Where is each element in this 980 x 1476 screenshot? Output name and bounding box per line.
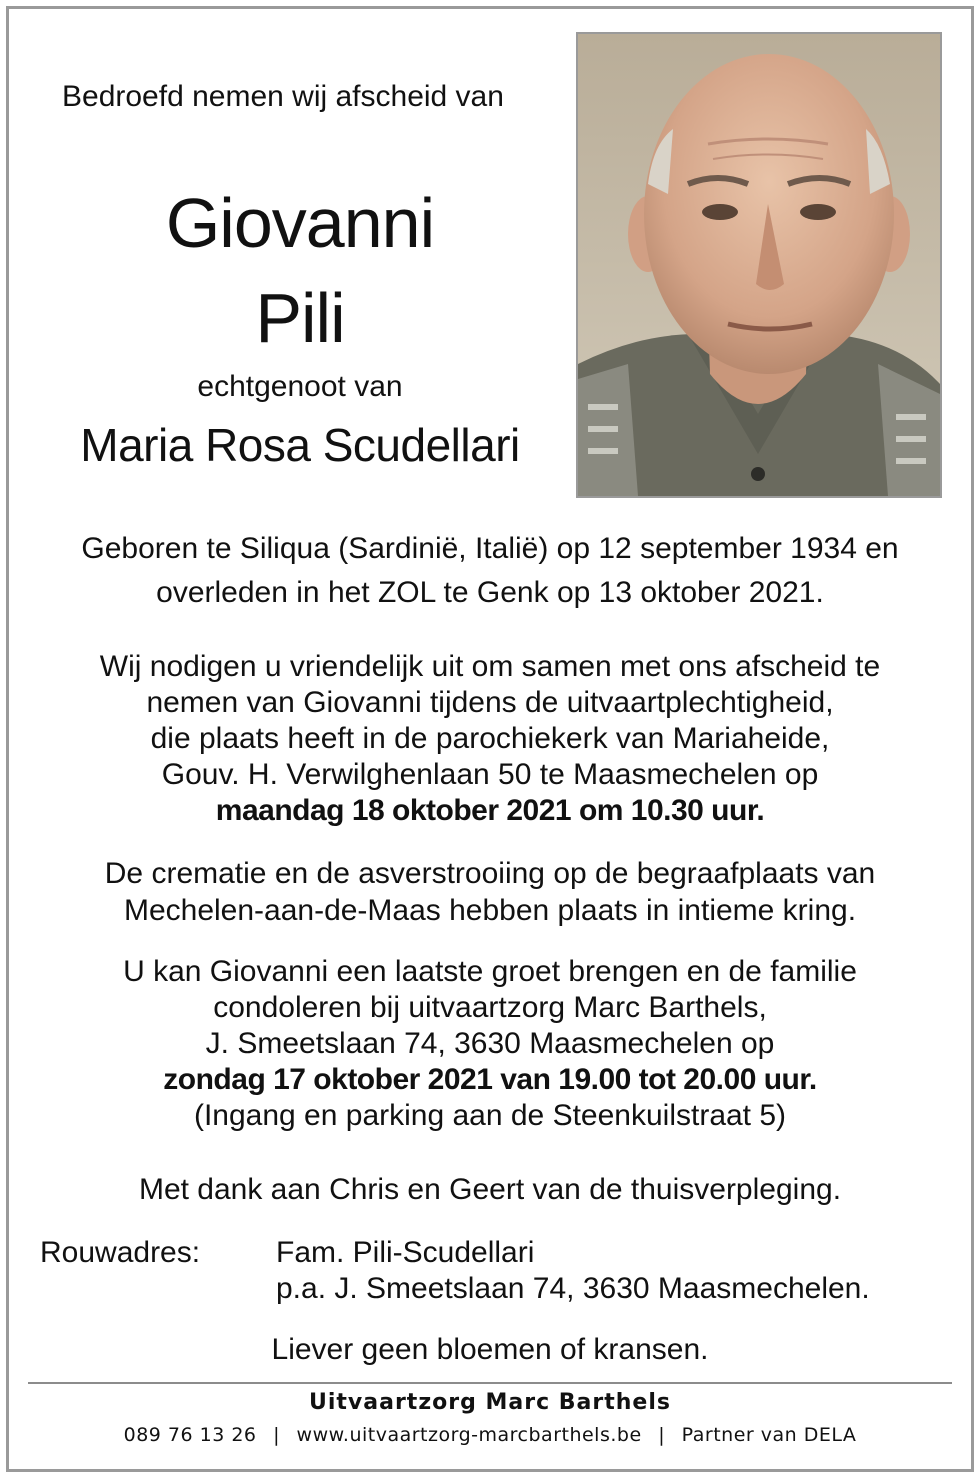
visitation-line: J. Smeetslaan 74, 3630 Maasmechelen op — [205, 1027, 775, 1060]
partner-text: Partner van DELA — [681, 1424, 857, 1446]
visitation-note: (Ingang en parking aan de Steenkuilstraat 5) — [193, 1099, 787, 1132]
invitation-line: Wij nodigen u vriendelijk uit om samen met ons afscheid te — [99, 650, 881, 683]
mourning-address-line: p.a. J. Smeetslaan 74, 3630 Maasmechelen. — [276, 1272, 870, 1305]
visitation-datetime: zondag 17 oktober 2021 van 19.00 tot 20.00 uur. — [163, 1063, 817, 1096]
phone-number[interactable]: 089 76 13 26 — [123, 1424, 257, 1446]
footer-divider — [28, 1382, 952, 1384]
thanks-text: Met dank aan Chris en Geert van de thuisverpleging. — [138, 1173, 842, 1206]
separator: | — [273, 1424, 280, 1446]
invitation-line: nemen van Giovanni tijdens de uitvaartplechtigheid, — [146, 686, 834, 719]
invitation-line: Gouv. H. Verwilghenlaan 50 te Maasmechelen op — [161, 758, 819, 791]
cremation-line: Mechelen-aan-de-Maas hebben plaats in intieme kring. — [123, 894, 857, 927]
separator: | — [658, 1424, 666, 1446]
cremation-line: De crematie en de asverstrooiing op de begraafplaats van — [104, 857, 876, 890]
portrait-photo — [576, 32, 942, 498]
footer-contact — [0, 1424, 980, 1446]
portrait-illustration — [578, 34, 940, 496]
birth-line: Geboren te Siliqua (Sardinië, Italië) op 12 september 1934 en — [81, 532, 899, 565]
service-datetime: maandag 18 oktober 2021 om 10.30 uur. — [215, 794, 765, 827]
visitation-line: U kan Giovanni een laatste groet brengen en de familie — [123, 955, 857, 988]
deceased-first-name: Giovanni — [165, 184, 435, 262]
spouse-prefix: echtgenoot van — [197, 370, 403, 403]
death-line: overleden in het ZOL te Genk op 13 oktober 2021. — [156, 576, 824, 609]
funeral-home-name: Uitvaartzorg Marc Barthels — [309, 1390, 671, 1415]
invitation-line: die plaats heeft in de parochiekerk van Mariaheide, — [150, 722, 830, 755]
visitation-line: condoleren bij uitvaartzorg Marc Barthels, — [213, 991, 767, 1024]
mourning-address-label: Rouwadres: — [40, 1236, 201, 1269]
mourning-address-line: Fam. Pili-Scudellari — [276, 1236, 535, 1269]
website-link[interactable]: www.uitvaartzorg-marcbarthels.be — [296, 1424, 642, 1446]
flowers-note: Liever geen bloemen of kransen. — [271, 1333, 709, 1366]
spouse-name: Maria Rosa Scudellari — [80, 419, 520, 471]
intro-text: Bedroefd nemen wij afscheid van — [62, 80, 504, 113]
deceased-last-name: Pili — [255, 279, 345, 357]
